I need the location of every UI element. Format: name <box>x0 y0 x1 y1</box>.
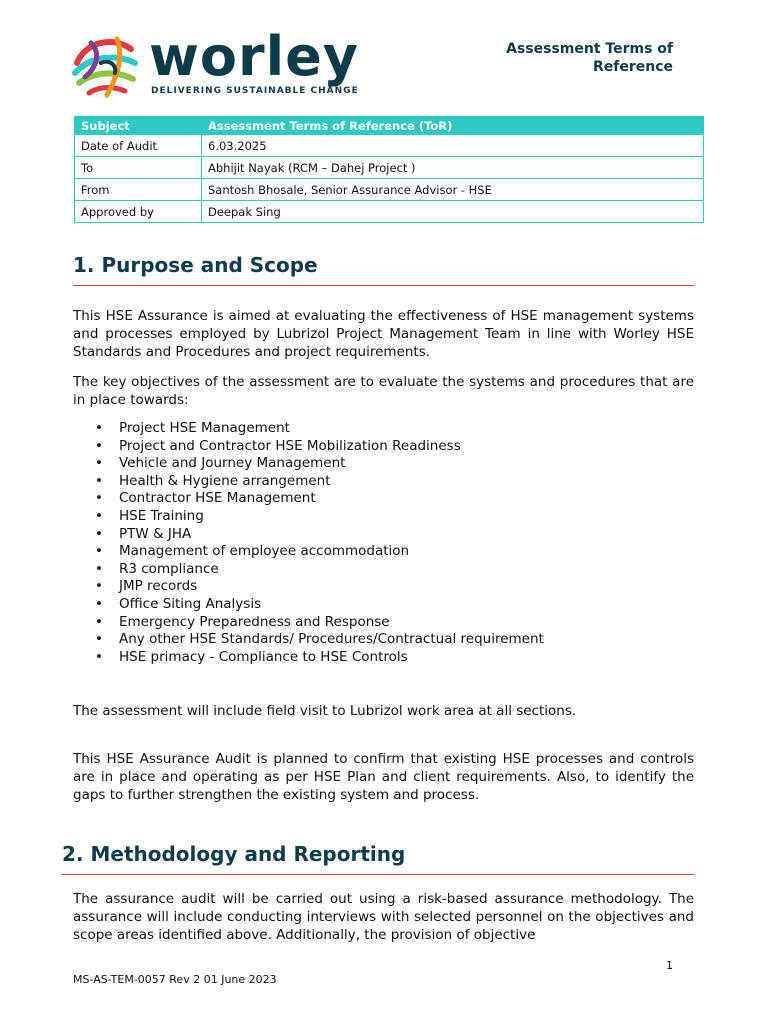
date-of-audit-label: Date of Audit <box>75 135 202 157</box>
table-row <box>75 135 704 157</box>
list-item: • Health & Hygiene arrangement <box>73 473 544 491</box>
list-item: • Vehicle and Journey Management <box>73 455 544 473</box>
document-reference: MS-AS-TEM-0057 Rev 2 01 June 2023 <box>73 973 277 986</box>
page-number: 1 <box>666 959 673 972</box>
from-value: Santosh Bhosale, Senior Assurance Advisor - HSE <box>202 179 704 201</box>
from-label: From <box>75 179 202 201</box>
section1-paragraph-3: The assessment will include field visit to Lubrizol work area at all sections. <box>73 703 577 719</box>
logo-tagline: DELIVERING SUSTAINABLE CHANGE <box>151 86 359 96</box>
list-item: • Emergency Preparedness and Response <box>73 614 544 632</box>
section1-divider <box>73 285 694 286</box>
logo-wordmark: worley <box>149 25 359 88</box>
approved-by-value: Deepak Sing <box>202 201 704 223</box>
list-item: • PTW & JHA <box>73 526 544 544</box>
list-item: • HSE primacy - Compliance to HSE Controls <box>73 649 544 667</box>
table-row <box>75 157 704 179</box>
approved-by-label: Approved by <box>75 201 202 223</box>
section2-paragraph-1: The assurance audit will be carried out using a risk-based assurance methodology. The assurance will include conducting interviews with selected personnel on the objectives and scope areas identified above. Additionally, the provision of objective <box>73 891 694 943</box>
list-item: • R3 compliance <box>73 561 544 579</box>
list-item: • Project and Contractor HSE Mobilization Readiness <box>73 438 544 456</box>
to-label: To <box>75 157 202 179</box>
table-header-row <box>75 117 704 135</box>
section1-paragraph-2: The key objectives of the assessment are to evaluate the systems and procedures that are in place towards: <box>73 374 694 408</box>
date-of-audit-value: 6.03.2025 <box>202 135 704 157</box>
section2-divider <box>62 874 694 875</box>
section1-paragraph-4: This HSE Assurance Audit is planned to confirm that existing HSE processes and controls are in place and operating as per HSE Plan and client requirements. Also, to identify the gaps to further strengthen the existing system and process. <box>73 751 694 803</box>
objectives-list <box>73 420 544 666</box>
document-title-line1: Assessment Terms of <box>506 41 673 57</box>
list-item: • Office Siting Analysis <box>73 596 544 614</box>
worley-logo <box>71 25 361 101</box>
document-title-line2: Reference <box>592 59 673 75</box>
globe-logo-icon <box>71 33 141 101</box>
list-item: • Project HSE Management <box>73 420 544 438</box>
list-item: • JMP records <box>73 578 544 596</box>
list-item: • HSE Training <box>73 508 544 526</box>
section1-heading: 1. Purpose and Scope <box>73 253 318 277</box>
document-title <box>443 40 673 76</box>
section1-paragraph-1: This HSE Assurance is aimed at evaluating the effectiveness of HSE management systems and processes employed by Lubrizol Project Management Team in line with Worley HSE Standards and Procedures and project requirements. <box>73 308 694 360</box>
table-row <box>75 201 704 223</box>
subject-label: Subject <box>75 117 202 135</box>
list-item: • Contractor HSE Management <box>73 490 544 508</box>
to-value: Abhijit Nayak (RCM – Dahej Project ) <box>202 157 704 179</box>
table-row <box>75 179 704 201</box>
list-item: • Management of employee accommodation <box>73 543 544 561</box>
audit-details-table <box>74 116 704 223</box>
section2-heading: 2. Methodology and Reporting <box>62 842 406 866</box>
list-item: • Any other HSE Standards/ Procedures/Contractual requirement <box>73 631 544 649</box>
subject-value: Assessment Terms of Reference (ToR) <box>202 117 704 135</box>
